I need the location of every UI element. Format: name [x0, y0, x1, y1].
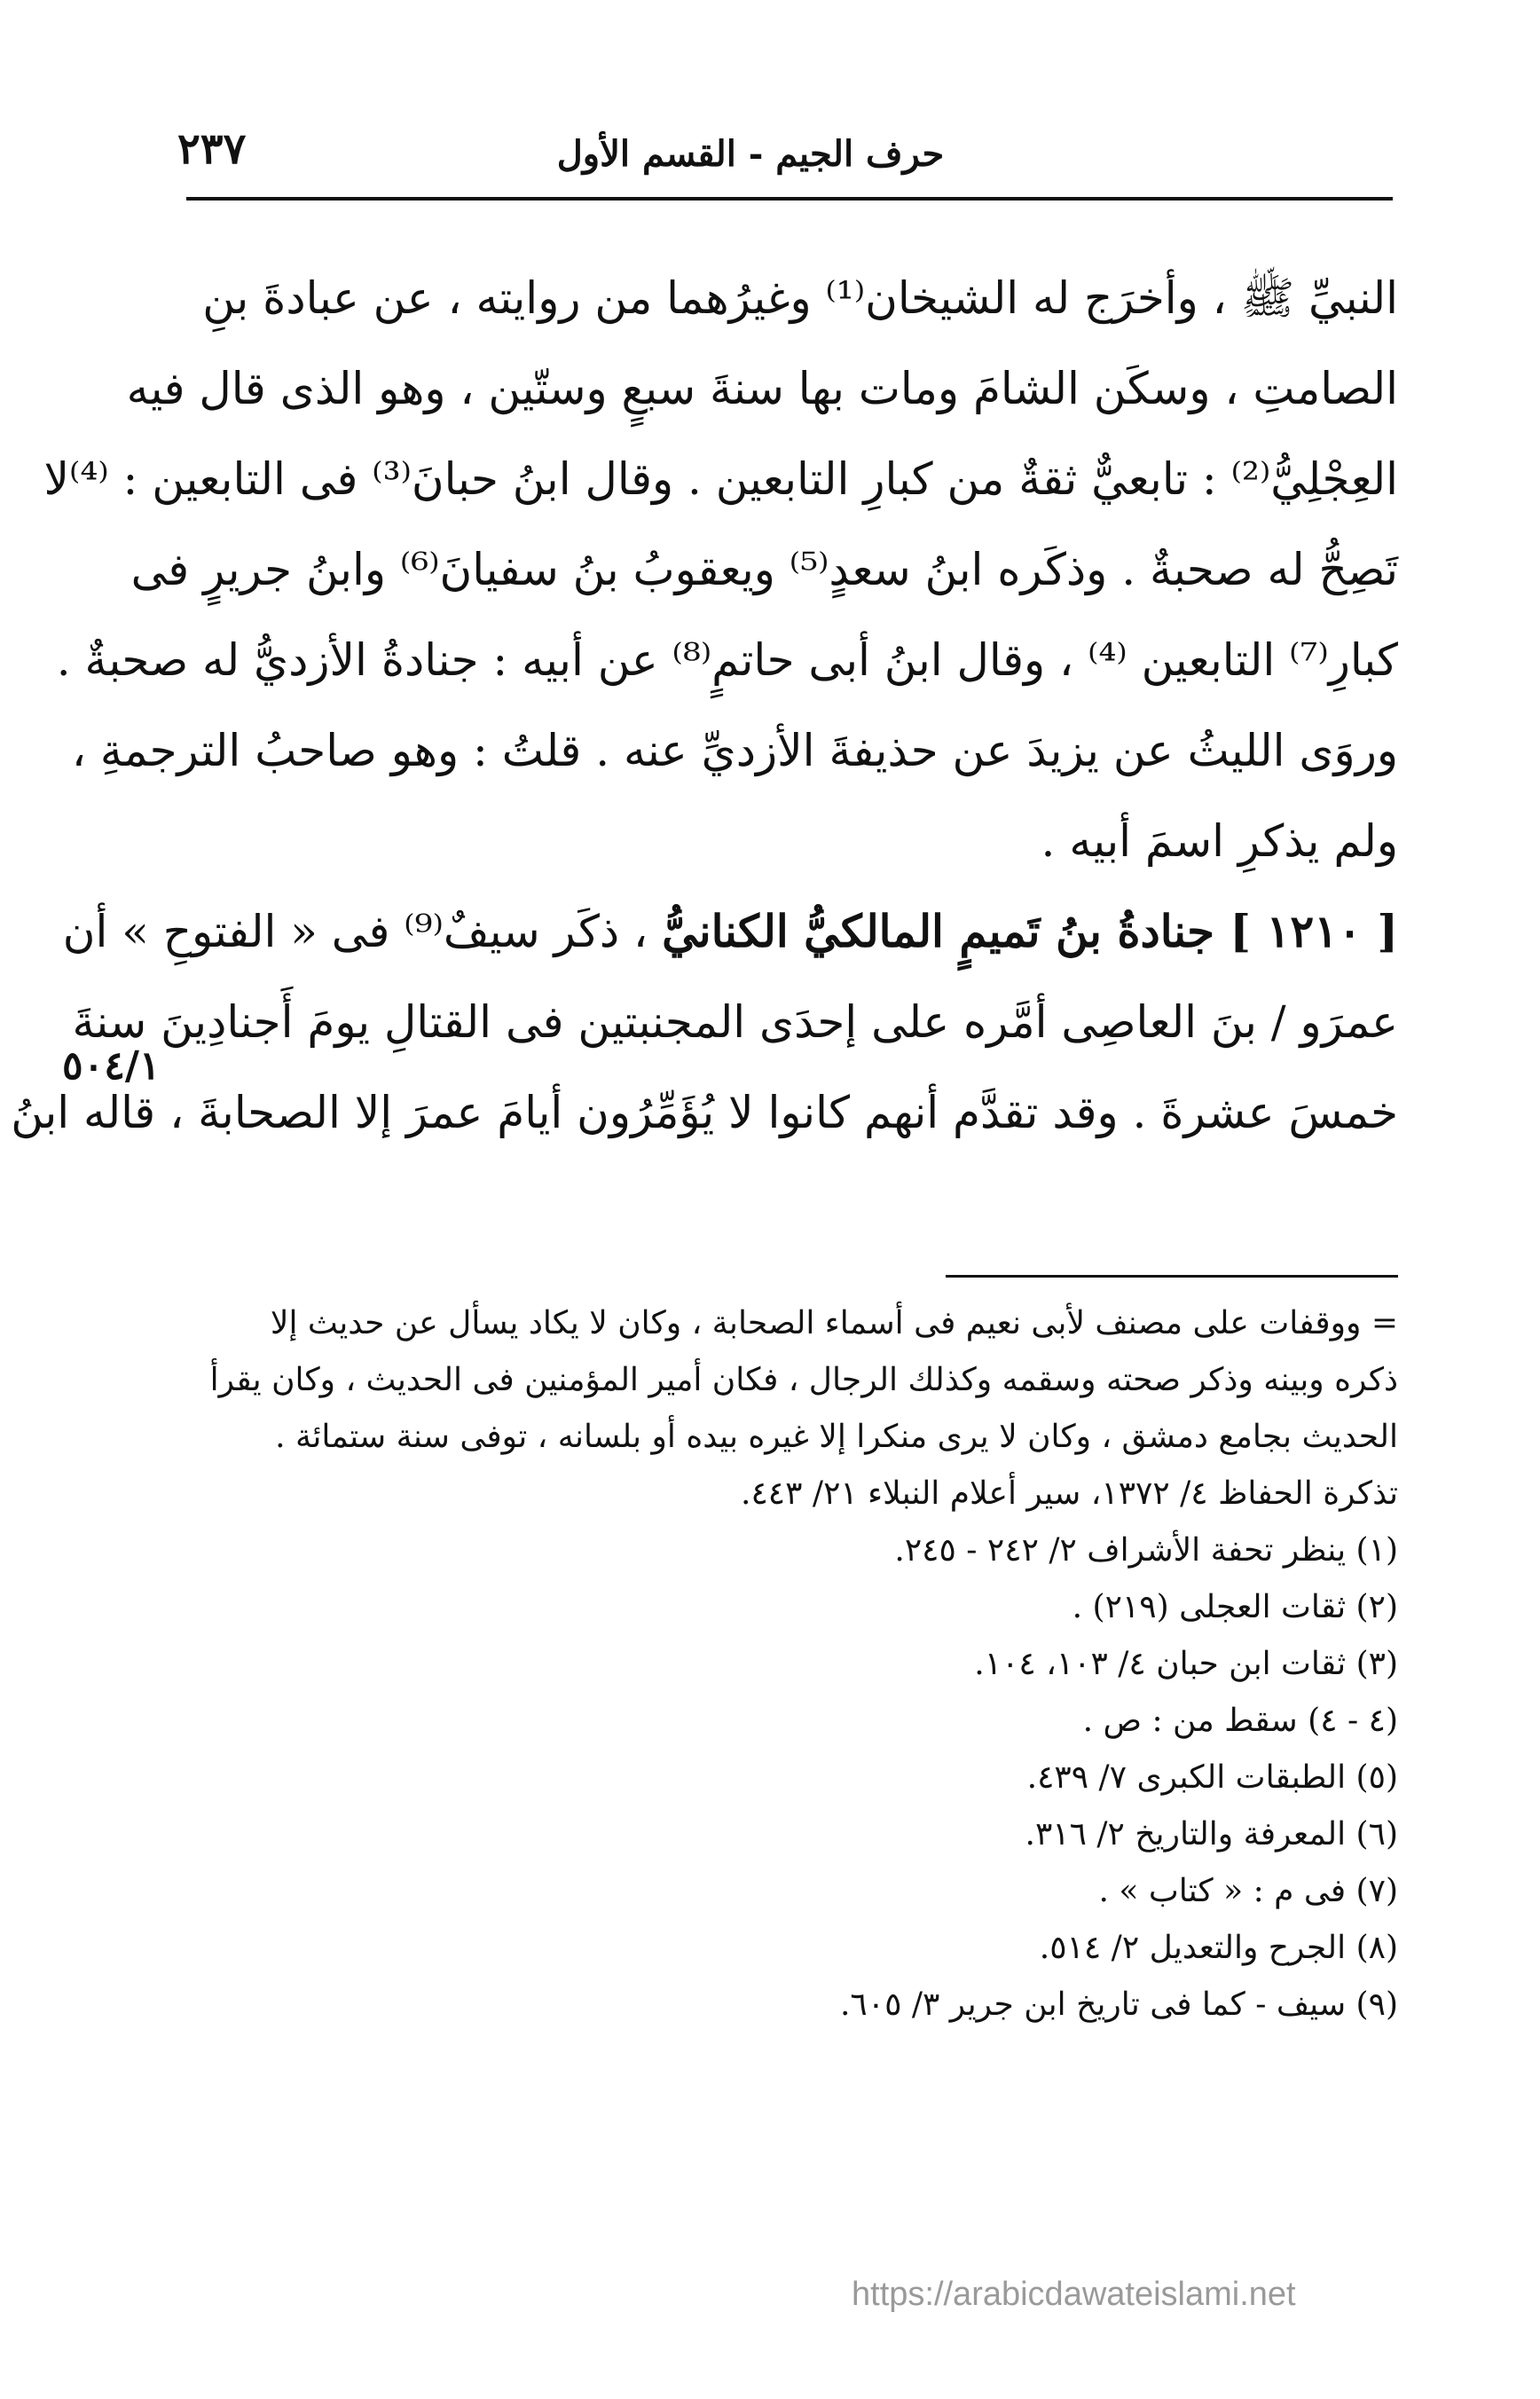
text-line: خمسَ عشرةَ . وقد تقدَّم أنهم كانوا لا يُؤَمِّرُون أيامَ عمرَ إلا الصحابةَ ، قاله ابنُ — [11, 1087, 1398, 1138]
footnote-item: (٦) المعرفة والتاريخ ٢/ ٣١٦. — [1025, 1816, 1398, 1852]
margin-reference: ٥٠٤/١ — [62, 1043, 161, 1089]
footnote-item: (٨) الجرح والتعديل ٢/ ٥١٤. — [1039, 1930, 1398, 1966]
entry-text: ، ذكَر سيفٌ⁽⁹⁾ فى « الفتوحِ » أن — [62, 906, 648, 957]
footnote-item: (٥) الطبقات الكبرى ٧/ ٤٣٩. — [1026, 1759, 1398, 1796]
entry-heading: [ ١٢١٠ ] جنادةُ بنُ تَميمٍ المالكيُّ الكنانيُّ — [662, 905, 1398, 957]
footnote-continuation-line: ذكره وبينه وذكر صحته وسقمه وكذلك الرجال ، فكان أمير المؤمنين فى الحديث ، وكان يقرأ — [209, 1362, 1398, 1398]
footnote-item: (٧) فى م : « كتاب » . — [1098, 1873, 1398, 1909]
footnotes — [174, 1295, 1398, 2033]
text-line: الصامتِ ، وسكَن الشامَ ومات بها سنةَ سبعٍ وستّين ، وهو الذى قال فيه — [126, 363, 1398, 414]
footnote-item: (١) ينظر تحفة الأشراف ٢/ ٢٤٢ - ٢٤٥. — [894, 1532, 1398, 1569]
footnote-item: (٣) ثقات ابن حبان ٤/ ١٠٣، ١٠٤. — [974, 1646, 1398, 1682]
header-divider — [186, 197, 1393, 201]
footnote-item: (٤ - ٤) سقط من : ص . — [1082, 1703, 1398, 1739]
footnote-continuation-line: تذكرة الحفاظ ٤/ ١٣٧٢، سير أعلام النبلاء ٢١/ ٤٤٣. — [741, 1475, 1398, 1512]
entry-first-line — [62, 886, 1398, 977]
text-line: عمرَو / بنَ العاصِى أمَّره على إحدَى المجنبتين فى القتالِ يومَ أَجنادِينَ سنةَ — [72, 996, 1398, 1048]
watermark-url: https://arabicdawateislami.net — [852, 2276, 1296, 2313]
text-line: وروَى الليثُ عن يزيدَ عن حذيفةَ الأزديِّ عنه . قلتُ : وهو صاحبُ الترجمةِ ، — [71, 725, 1398, 776]
footnote-continuation-line: = ووقفات على مصنف لأبى نعيم فى أسماء الصحابة ، وكان لا يكاد يسأل عن حديث إلا — [270, 1305, 1398, 1341]
footnote-item: (٢) ثقات العجلى (٢١٩) . — [1072, 1589, 1398, 1625]
text-line: النبيِّ ﷺ ، وأخرَج له الشيخان⁽¹⁾ وغيرُهما من روايته ، عن عبادةَ بنِ — [202, 272, 1398, 324]
text-line: كبارِ⁽⁷⁾ التابعين ⁽⁴⁾ ، وقال ابنُ أبى حاتمٍ⁽⁸⁾ عن أبيه : جنادةُ الأزديُّ له صحبةٌ . — [56, 634, 1398, 686]
footnote-continuation-line: الحديث بجامع دمشق ، وكان لا يرى منكرا إلا غيره بيده أو بلسانه ، توفى سنة ستمائة . — [275, 1419, 1398, 1455]
text-line: ولم يذكرِ اسمَ أبيه . — [1041, 815, 1398, 867]
text-line: تَصِحُّ له صحبةٌ . وذكَره ابنُ سعدٍ⁽⁵⁾ ويعقوبُ بنُ سفيانَ⁽⁶⁾ وابنُ جريرٍ فى — [130, 544, 1398, 595]
footnote-divider — [946, 1275, 1398, 1278]
text-line: العِجْلِيُّ⁽²⁾ : تابعيٌّ ثقةٌ من كبارِ التابعين . وقال ابنُ حبانَ⁽³⁾ فى التابعين : ⁽⁴⁾لا — [43, 453, 1398, 505]
page-number: ٢٣٧ — [177, 124, 247, 174]
footnote-item: (٩) سيف - كما فى تاريخ ابن جرير ٣/ ٦٠٥. — [839, 1986, 1398, 2023]
running-header-title: حرف الجيم - القسم الأول — [556, 133, 945, 175]
